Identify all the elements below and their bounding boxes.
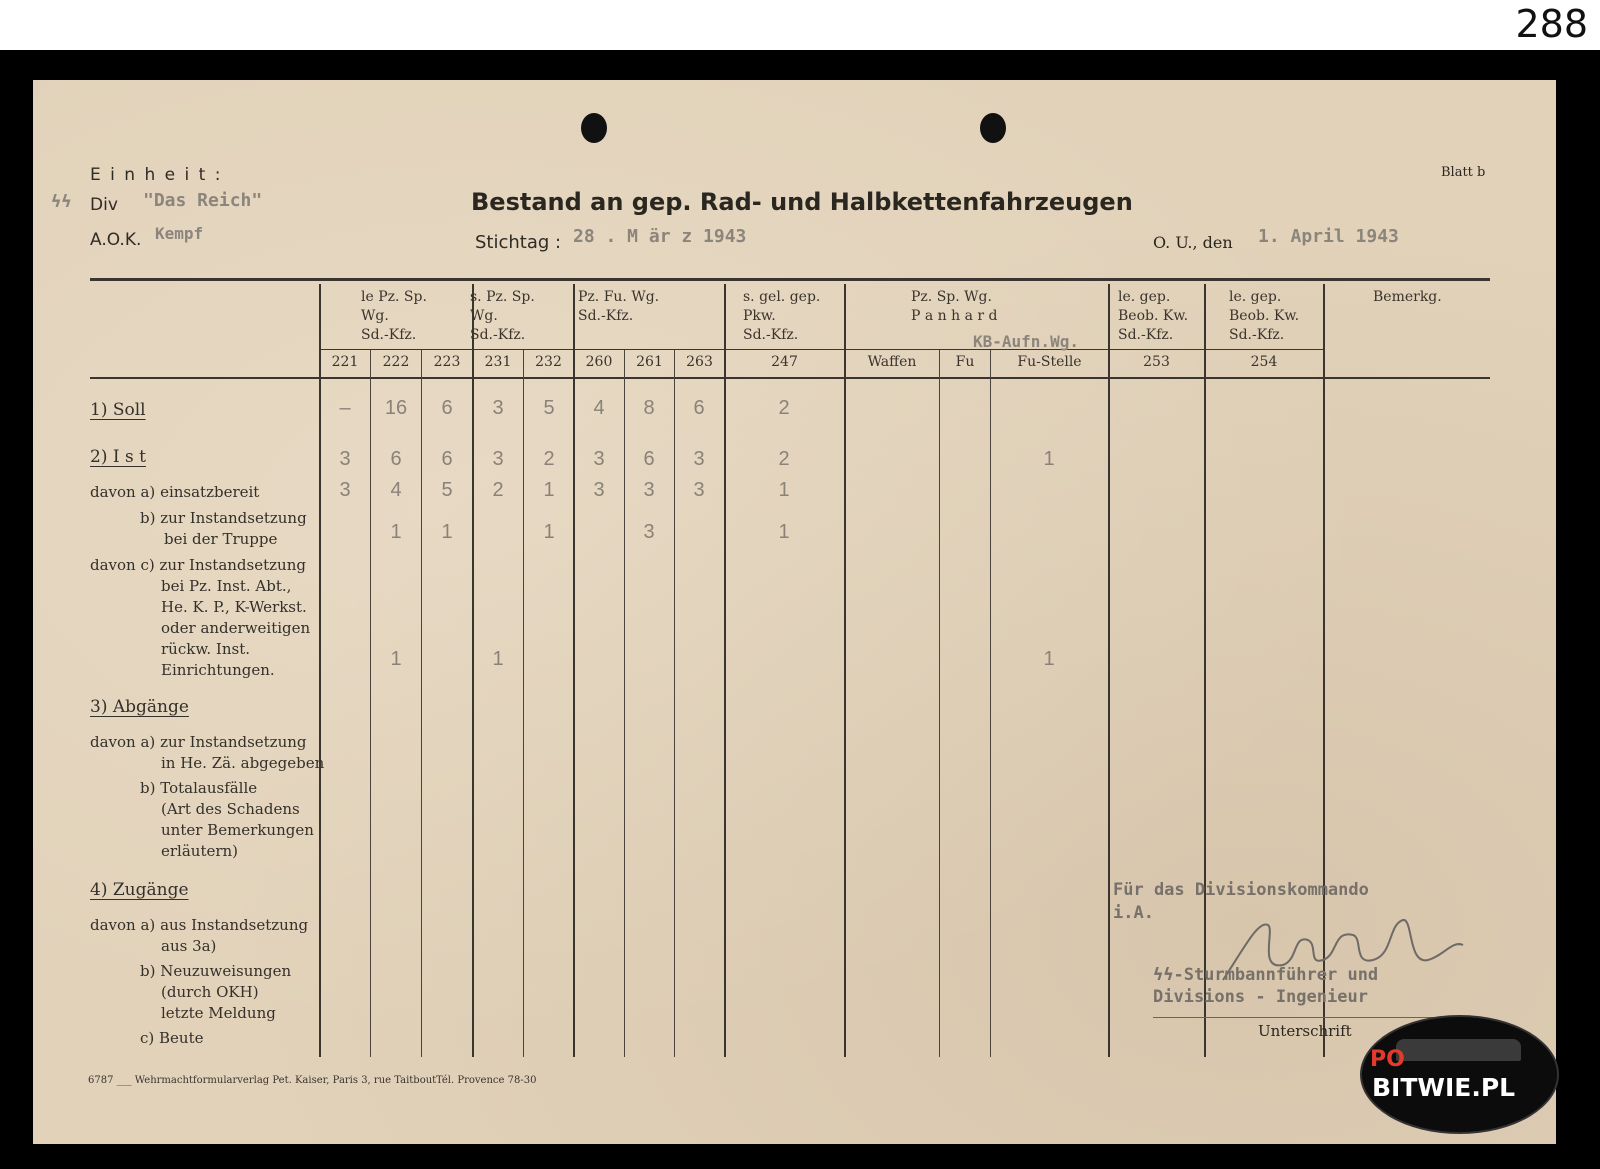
ss-mark: ϟϟ (51, 192, 72, 212)
unterschrift-label: Unterschrift (1258, 1022, 1352, 1040)
col-number: 263 (686, 354, 713, 370)
row-label-beute: c) Beute (140, 1029, 204, 1047)
col-divider (472, 284, 474, 1057)
cell-value: – (339, 397, 351, 419)
div-label: Div (90, 195, 118, 215)
col-group-header: le Pz. Sp. Wg. Sd.-Kfz. (361, 289, 427, 343)
cell-value: 1 (1043, 448, 1055, 470)
cell-value: 1 (778, 521, 790, 543)
cell-value: 3 (593, 479, 605, 501)
col-number: 247 (771, 354, 798, 370)
ou-label: O. U., den (1153, 233, 1233, 252)
logo-bottom-text: BITWIE.PL (1372, 1073, 1516, 1102)
cell-value: 6 (693, 397, 705, 419)
cell-value: 6 (441, 397, 453, 419)
col-group-header: s. Pz. Sp. Wg. Sd.-Kfz. (470, 289, 535, 343)
header-rule (90, 278, 1490, 281)
row-label-soll: 1) Soll (90, 400, 146, 420)
row-label-zugaenge: 4) Zugänge (90, 880, 189, 900)
tank-icon (1396, 1039, 1521, 1061)
col-number: Fu (955, 354, 975, 370)
stichtag-value: 28 . M är z 1943 (573, 226, 747, 247)
col-group-header: le. gep. Beob. Kw. Sd.-Kfz. (1118, 289, 1189, 343)
document-title: Bestand an gep. Rad- und Halbkettenfahrzeugen (471, 188, 1133, 216)
col-divider (674, 350, 675, 1057)
cell-value: 1 (543, 521, 555, 543)
cell-value: 2 (543, 448, 555, 470)
row-label-zug-b: b) Neuzuweisungen (durch OKH) letzte Meldung (140, 962, 292, 1022)
page-number: 288 (1515, 2, 1588, 46)
cell-value: 6 (390, 448, 402, 470)
cell-value: 2 (778, 397, 790, 419)
col-group-header: Bemerkg. (1373, 289, 1442, 305)
col-number: 253 (1143, 354, 1170, 370)
col-divider (844, 284, 846, 1057)
col-divider (624, 350, 625, 1057)
signature-line-1: Für das Divisionskommando (1113, 880, 1369, 900)
col-divider (724, 284, 726, 1057)
cell-value: 3 (643, 521, 655, 543)
col-number: 223 (433, 354, 461, 370)
col-divider (1204, 284, 1206, 1057)
cell-value: 4 (390, 479, 402, 501)
col-divider (1108, 284, 1110, 1057)
ou-value: 1. April 1943 (1258, 226, 1399, 247)
col-divider (523, 350, 524, 1057)
cell-value: 1 (390, 648, 402, 670)
document-sheet (33, 80, 1556, 1144)
col-number: Fu-Stelle (1017, 354, 1082, 370)
stichtag-label: Stichtag : (475, 232, 562, 253)
col-divider (370, 350, 371, 1057)
col-divider (573, 284, 575, 1057)
cell-value: 16 (384, 397, 408, 419)
cell-value: 1 (390, 521, 402, 543)
col-number: 221 (331, 354, 359, 370)
cell-value: 4 (593, 397, 605, 419)
einheit-label: E i n h e i t : (90, 165, 223, 185)
col-group-header: Pz. Sp. Wg. P a n h a r d (911, 289, 998, 324)
cell-value: 2 (778, 448, 790, 470)
cell-value: 1 (441, 521, 453, 543)
cell-value: 6 (643, 448, 655, 470)
footer-tel: Tél. Provence 78-30 (436, 1075, 537, 1086)
col-number: 254 (1250, 354, 1278, 370)
col-number: 222 (382, 354, 410, 370)
column-header-rule (90, 377, 1490, 379)
subheader-rule-b (725, 349, 845, 350)
cell-value: 3 (693, 479, 705, 501)
row-label-zug-a: davon a) aus Instandsetzung aus 3a) (90, 916, 309, 955)
row-label-truppe: b) zur Instandsetzung bei der Truppe (140, 509, 307, 548)
aok-label: A.O.K. (90, 230, 142, 250)
cell-value: 6 (441, 448, 453, 470)
cell-value: 3 (339, 448, 351, 470)
col-number: Waffen (867, 354, 917, 370)
col-number: 232 (535, 354, 562, 370)
top-bar (0, 0, 1600, 50)
cell-value: 5 (543, 397, 555, 419)
col-divider (939, 350, 940, 1057)
cell-value: 1 (492, 648, 504, 670)
row-label-abg-b: b) Totalausfälle (Art des Schadens unter Bemerkungen erläutern) (140, 779, 314, 860)
aok-value: Kempf (155, 224, 204, 243)
blatt-label: Blatt b (1441, 165, 1486, 180)
punch-hole-left (581, 113, 607, 143)
col-group-header: s. gel. gep. Pkw. Sd.-Kfz. (743, 289, 821, 343)
kb-typed-label: KB-Aufn.Wg. (973, 332, 1079, 351)
col-number: 260 (585, 354, 613, 370)
row-label-abg-a: davon a) zur Instandsetzung in He. Zä. abgegeben (90, 733, 325, 772)
cell-value: 2 (492, 479, 504, 501)
footer-imprint: 6787 ___ Wehrmachtformularverlag Pet. Kaiser, Paris 3, rue Taitbout (88, 1075, 437, 1086)
cell-value: 3 (339, 479, 351, 501)
col-number: 261 (636, 354, 663, 370)
punch-hole-right (980, 113, 1006, 143)
cell-value: 3 (593, 448, 605, 470)
col-group-header: le. gep. Beob. Kw. Sd.-Kfz. (1229, 289, 1300, 343)
col-number: 231 (484, 354, 512, 370)
signature-line-4: Divisions - Ingenieur (1153, 987, 1368, 1007)
row-label-abgaenge: 3) Abgänge (90, 697, 189, 717)
cell-value: 5 (441, 479, 453, 501)
subheader-rule-d (1207, 349, 1323, 350)
cell-value: 3 (643, 479, 655, 501)
col-divider (319, 284, 321, 1057)
cell-value: 8 (643, 397, 655, 419)
logo-top-text: PO (1370, 1047, 1405, 1072)
row-label-ist: 2) I s t (90, 447, 146, 467)
signature-line-2: i.A. (1113, 903, 1154, 923)
cell-value: 3 (693, 448, 705, 470)
row-label-werkst: davon c) zur Instandsetzung bei Pz. Inst. Abt., He. K. P., K-Werkst. oder anderweitigen rückw. Inst. Einrichtungen. (90, 556, 311, 679)
signature-line-3: ϟϟ-Sturmbannführer und (1153, 965, 1379, 985)
div-value: "Das Reich" (143, 190, 263, 211)
col-divider (421, 350, 422, 1057)
row-label-einsatz: davon a) einsatzbereit (90, 483, 260, 501)
cell-value: 3 (492, 397, 504, 419)
cell-value: 1 (1043, 648, 1055, 670)
cell-value: 1 (543, 479, 555, 501)
col-divider (990, 350, 991, 1057)
signature-rule (1153, 1017, 1453, 1018)
site-logo (1360, 1015, 1559, 1134)
cell-value: 3 (492, 448, 504, 470)
col-group-header: Pz. Fu. Wg. Sd.-Kfz. (578, 289, 660, 324)
cell-value: 1 (778, 479, 790, 501)
